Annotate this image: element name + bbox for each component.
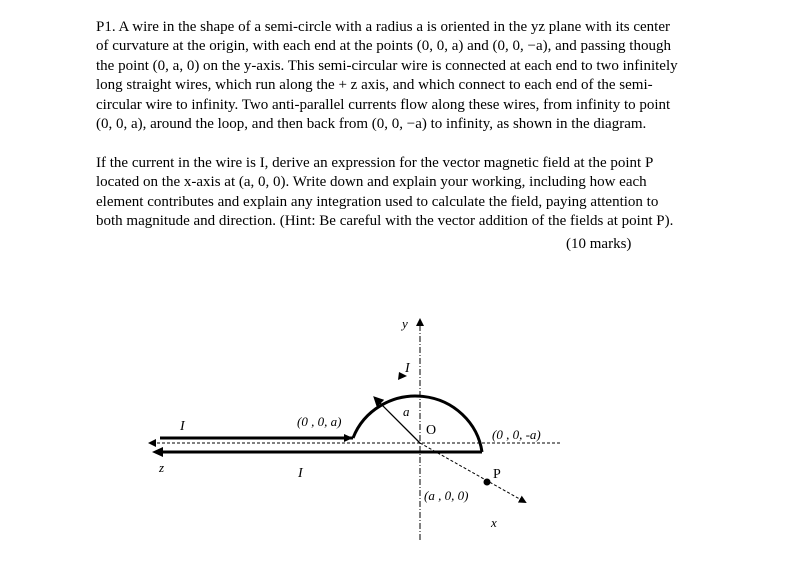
semicircle-wire: [353, 396, 482, 452]
point-p-coords-label: (a , 0, 0): [424, 488, 469, 503]
current-label-top: I: [180, 419, 185, 434]
current-label-arc: I: [405, 361, 410, 376]
text-line: (0, 0, a), around the loop, and then back from (0, 0, −a) to infinity, as shown in the diagram.: [96, 116, 647, 133]
point-p-label: P: [493, 467, 501, 482]
text-line: both magnitude and direction. (Hint: Be careful with the vector addition of the fields at point P).: [96, 213, 674, 230]
point-za-label: (0 , 0, a): [297, 414, 342, 429]
text-line: element contributes and explain any integration used to calculate the field, paying attention to: [96, 193, 659, 210]
top-wire-arrow: [344, 434, 353, 442]
point-zneg-label: (0 , 0, -a): [492, 427, 541, 442]
text-line: long straight wires, which run along the + z axis, and which connect to each end of the semi-: [96, 77, 653, 94]
origin-label: O: [426, 423, 437, 438]
point-p-dot: [484, 479, 491, 486]
y-axis-label: y: [402, 316, 408, 331]
marks-label: (10 marks): [566, 236, 632, 252]
text-line: of curvature at the origin, with each end at the points (0, 0, a) and (0, 0, −a), and passing though: [96, 38, 671, 55]
z-axis-label: z: [159, 460, 165, 475]
text-line: If the current in the wire is I, derive an expression for the vector magnetic field at the point P: [96, 155, 654, 171]
text-line: located on the x-axis at (a, 0, 0). Write down and explain your working, including how each: [96, 174, 647, 191]
bottom-wire-arrow: [152, 447, 163, 457]
text-line: the point (0, a, 0) on the y-axis. This semi-circular wire is connected at each end to two infinitely: [96, 57, 678, 74]
x-axis-label: x: [491, 515, 497, 530]
radius-label: a: [403, 404, 410, 419]
text-line: circular wire to infinity. Two anti-parallel currents flow along these wires, from infinity to point: [96, 96, 671, 113]
radius-line: [375, 398, 420, 443]
text-line: P1. A wire in the shape of a semi-circle with a radius a is oriented in the yz plane with its center: [96, 19, 670, 35]
current-label-bottom: I: [298, 466, 303, 481]
